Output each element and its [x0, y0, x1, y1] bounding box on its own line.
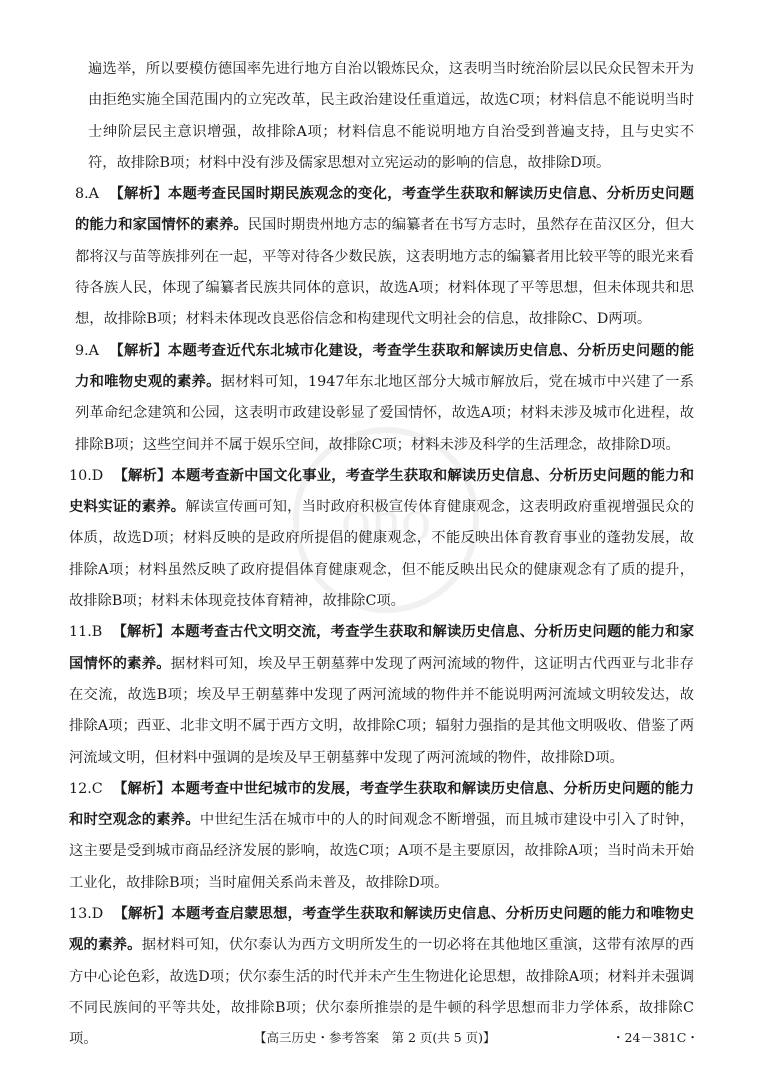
analysis-tag: 【解析】 [112, 624, 171, 641]
footer-code: ・24－381C・ [612, 1030, 699, 1045]
analysis-lead: 本题考查近代东北城市化建设，考查学生获取和解读历史信息、分析历史问题的能力和唯物史观的素养。 [75, 342, 695, 390]
analysis-lead: 本题考查中世纪城市的发展，考查学生获取和解读历史信息、分析历史问题的能力和时空观念的素养。 [69, 780, 695, 829]
analysis-body: 据材料可知，1947年东北地区部分大城市解放后，党在城市中兴建了一系列革命纪念建筑和公园，这表明市政建设彰显了爱国情怀，故选A项；材料未涉及城市化进程，故排除B项；这些空间并不属于娱乐空间，故排除C项；材料未涉及科学的生活理念，故排除D项。 [75, 373, 694, 453]
answer-letter: C [91, 780, 103, 797]
analysis-tag: 【解析】 [113, 906, 172, 923]
answer-item-8 [75, 179, 694, 335]
analysis-lead: 本题考查新中国文化事业，考查学生获取和解读历史信息、分析历史问题的能力和史料实证的素养。 [69, 467, 695, 516]
analysis-tag: 【解析】 [108, 342, 168, 359]
footer-page-info: 【高三历史・参考答案 第 2 页(共 5 页)】 [254, 1030, 496, 1045]
analysis-body: 中世纪生活在城市中的人的时间观念不断增强，而且城市建设中引入了时钟，这主要是受到城市商品经济发展的影响，故选C项；A项不是主要原因，故排除A项；当时尚未开始工业化，故排除B项；当时雇佣关系尚未普及，故排除D项。 [69, 812, 695, 891]
answer-letter: A [88, 342, 99, 359]
question-number: 12. [69, 780, 92, 797]
answer-item-11 [69, 617, 694, 773]
answer-letter: D [91, 906, 104, 923]
continued-paragraph: 遍选举，所以要模仿德国率先进行地方自治以锻炼民众，这表明当时统治阶层以民众民智未开为由拒绝实施全国范围内的立宪改革，民主政治建设任重道远，故选C项；材料信息不能说明当时士绅阶层民主意识增强，故排除A项；材料信息不能说明地方自治受到普遍支持，且与史实不符，故排除B项；材料中没有涉及儒家思想对立宪运动的影响的信息，故排除D项。 [88, 61, 694, 171]
answer-letter: A [88, 186, 99, 203]
analysis-lead: 本题考查古代文明交流，考查学生获取和解读历史信息、分析历史问题的能力和家国情怀的素养。 [69, 624, 694, 672]
answer-explanations [69, 54, 695, 1056]
answer-item-9 [75, 336, 694, 461]
question-number: 11. [69, 624, 92, 641]
analysis-body: 据材料可知，伏尔泰认为西方文明所发生的一切必将在其他地区重演，这带有浓厚的西方中心论色彩，故选D项；伏尔泰生活的时代并未产生生物进化论思想，故排除A项；材料并未强调不同民族间的平等共处，故排除B项；伏尔泰所推崇的是牛顿的科学思想而非力学体系，故排除C项。 [69, 937, 694, 1048]
answer-item-10 [69, 461, 694, 617]
question-number: 8. [75, 186, 89, 203]
analysis-body: 据材料可知，埃及早王朝墓葬中发现了两河流域的物件，这证明古代西亚与北非存在交流，故选B项；埃及早王朝墓葬中发现了两河流域的物件并不能说明两河流域文明较发达，故排除A项；西亚、北非文明不属于西方文明，故排除C项；辐射力强指的是其他文明吸收、借鉴了两河流域文明，但材料中强调的是埃及早王朝墓葬中发现了两河流域的物件，故排除D项。 [69, 655, 695, 766]
analysis-lead: 本题考查启蒙思想，考查学生获取和解读历史信息、分析历史问题的能力和唯物史观的素养。 [69, 906, 695, 954]
analysis-tag: 【解析】 [108, 186, 168, 203]
question-number: 9. [75, 342, 89, 359]
analysis-body: 解读宣传画可知，当时政府积极宣传体育健康观念，这表明政府重视增强民众的体质，故选D项；材料反映的是政府所提倡的健康观念，不能反映出体育教育事业的蓬勃发展，故排除A项；材料虽然反映了政府提倡体育健康观念，但不能反映出民众的健康观念有了质的提升，故排除B项；材料未体现竞技体育精神，故排除C项。 [69, 499, 695, 610]
analysis-lead: 本题考查民国时期民族观念的变化，考查学生获取和解读历史信息、分析历史问题的能力和家国情怀的素养。 [75, 186, 695, 234]
answer-letter: D [91, 467, 104, 484]
analysis-tag: 【解析】 [113, 467, 172, 484]
question-number: 13. [69, 906, 92, 923]
answer-letter: B [91, 624, 103, 641]
answer-item-12 [69, 774, 694, 899]
analysis-tag: 【解析】 [112, 780, 172, 797]
svg-text:ono: ono [341, 487, 431, 553]
analysis-body: 民国时期贵州地方志的编纂者在书写方志时，虽然存在苗汉区分，但大都将汉与苗等族排列在一起，平等对待各少数民族，这表明地方志的编纂者用比较平等的眼光来看待各族人民，体现了编纂者民族共同体的意识，故选A项；材料体现了平等思想，但未体现共和思想，故排除B项；材料未体现改良恶俗信念和构建现代文明社会的信息，故排除C、D两项。 [75, 217, 695, 328]
question-number: 10. [69, 467, 92, 484]
